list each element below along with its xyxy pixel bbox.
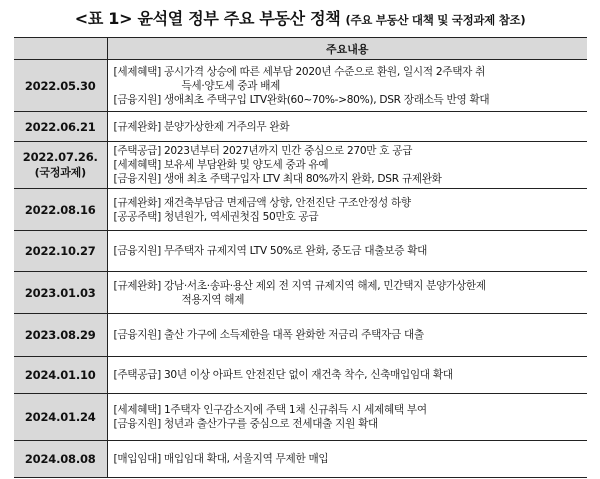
date-cell: 2024.01.10 <box>14 357 107 394</box>
policy-line: [금융지원] 생애최초 주택구입 LTV완화(60~70%->80%), DSR 장래소득 반영 확대 <box>113 93 490 106</box>
table-row <box>14 272 587 314</box>
date-cell: 2024.08.08 <box>14 441 107 478</box>
content-cell <box>107 231 587 272</box>
content-cell <box>107 60 587 112</box>
policy-line: [세제혜택] 공시가격 상승에 따른 세부담 2020년 수준으로 환원, 일시적 2주택자 취 <box>113 65 486 78</box>
table-row <box>14 189 587 231</box>
content-cell <box>107 112 587 142</box>
date-cell: 2023.08.29 <box>14 314 107 357</box>
policy-line: [공공주택] 청년원가, 역세권첫집 50만호 공급 <box>113 210 319 223</box>
date-cell: 2023.01.03 <box>14 272 107 314</box>
date-text: 2022.07.26. <box>22 150 98 164</box>
table-title: <표 1> 윤석열 정부 주요 부동산 정책 <box>74 9 341 28</box>
date-cell: 2024.01.24 <box>14 394 107 441</box>
date-cell <box>14 142 107 189</box>
content-cell <box>107 394 587 441</box>
policy-line: [금융지원] 무주택자 규제지역 LTV 50%로 완화, 중도금 대출보증 확대 <box>113 245 428 257</box>
table-row <box>14 112 587 142</box>
policy-line: 적용지역 해제 <box>181 293 245 306</box>
policy-line: [규제완화] 재건축부담금 면제금액 상향, 안전진단 구조안정성 하향 <box>113 196 411 209</box>
content-cell <box>107 272 587 314</box>
date-cell: 2022.08.16 <box>14 189 107 231</box>
date-cell: 2022.06.21 <box>14 112 107 142</box>
policy-line: [세제혜택] 1주택자 인구감소지에 주택 1채 신규취득 시 세제혜택 부여 <box>113 404 427 416</box>
table-row <box>14 394 587 441</box>
table-row <box>14 441 587 478</box>
policy-line: [금융지원] 출산 가구에 소득제한을 대폭 완화한 저금리 주택자금 대출 <box>113 329 424 341</box>
policy-line: [주택공급] 30년 이상 아파트 안전진단 없이 재건축 착수, 신축매입임대 확대 <box>113 369 453 381</box>
date-cell: 2022.05.30 <box>14 60 107 112</box>
table-header-row <box>14 38 587 60</box>
policy-line: [주택공급] 2023년부터 2027년까지 민간 중심으로 270만 호 공급 <box>113 145 413 157</box>
table-row <box>14 142 587 189</box>
policy-line: [매입임대] 매입임대 확대, 서울지역 무제한 매입 <box>113 453 329 465</box>
content-cell <box>107 142 587 189</box>
policy-table <box>14 37 587 478</box>
table-caption <box>0 6 600 29</box>
policy-line: [규제완화] 강남·서초·송파·용산 제외 전 지역 규제지역 해제, 민간택지 분양가상한제 <box>113 279 486 292</box>
header-content-cell: 주요내용 <box>107 38 587 60</box>
date-note: (국정과제) <box>34 166 86 179</box>
header-date-cell <box>14 38 107 60</box>
policy-line: 득세·양도세 중과 배제 <box>181 79 281 92</box>
table-subtitle: (주요 부동산 대책 및 국정과제 참조) <box>345 13 526 27</box>
content-cell <box>107 357 587 394</box>
table-row <box>14 60 587 112</box>
policy-line: [금융지원] 생애 최초 주택구입자 LTV 최대 80%까지 완화, DSR 규제완화 <box>113 173 442 185</box>
content-cell <box>107 189 587 231</box>
date-cell: 2022.10.27 <box>14 231 107 272</box>
table-row <box>14 231 587 272</box>
policy-line: [금융지원] 청년과 출산가구를 중심으로 전세대출 지원 확대 <box>113 418 378 430</box>
table-row <box>14 357 587 394</box>
policy-line: [규제완화] 분양가상한제 거주의무 완화 <box>113 120 290 133</box>
policy-line: [세제혜택] 보유세 부담완화 및 양도세 중과 유예 <box>113 159 329 171</box>
content-cell <box>107 441 587 478</box>
content-cell <box>107 314 587 357</box>
table-row <box>14 314 587 357</box>
